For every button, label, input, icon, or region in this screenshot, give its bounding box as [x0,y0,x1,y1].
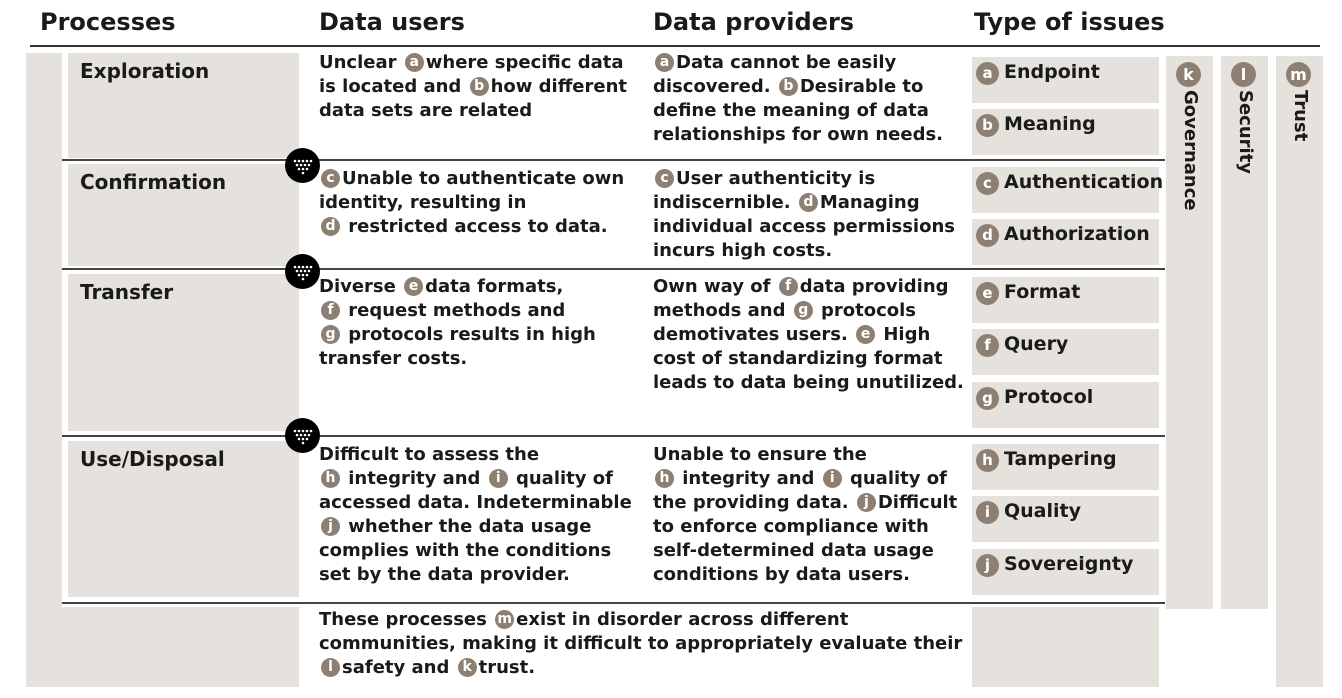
issue-format [972,277,1159,323]
issue-letter-icon: i [976,501,999,524]
text-line: d restricted access to data. [319,215,624,239]
text-line: Difficult to assess the [319,444,540,465]
process-exploration [68,53,299,158]
text-line: complies with the conditions [319,540,612,561]
text-line: Diverse e data formats, [319,276,564,297]
text-line: relationships for own needs. [653,124,944,145]
letter-marker-icon: j [321,517,340,536]
text-line: These processes m exist in disorder across different [319,609,849,630]
text-line: h integrity and i quality of [319,467,632,491]
letter-marker-icon: a [655,53,674,72]
header-data-users: Data users [319,8,465,36]
row-separator [62,159,1165,161]
text-line: set by the data provider. [319,564,570,585]
footer-text [319,608,969,680]
process-label: Exploration [80,59,210,83]
text-line: indiscernible. d Managing [653,192,920,213]
issue-protocol [972,382,1159,428]
footer-right-block [972,607,1159,687]
issue-meaning [972,109,1159,155]
issue-letter-icon: b [976,114,999,137]
issue-authentication [972,167,1164,213]
text-line: c Unable to authenticate own [319,167,624,191]
users-text-confirmation [319,167,624,239]
issue-label: Sovereignty [1004,553,1134,575]
letter-marker-icon: f [321,301,340,320]
header-processes: Processes [40,8,176,36]
text-line: communities, making it difficult to appropriately evaluate their [319,633,963,654]
text-line: individual access permissions [653,216,956,237]
letter-marker-icon: e [856,325,875,344]
row-separator [62,602,1165,604]
letter-marker-icon: a [405,53,424,72]
letter-marker-icon: g [321,325,340,344]
process-label: Use/Disposal [80,447,225,471]
text-line: methods and g protocols [653,300,917,321]
category-governance [1166,56,1213,609]
letter-marker-icon: b [779,77,798,96]
process-transfer [68,274,299,431]
category-letter-icon: l [1231,62,1256,87]
text-line: conditions by data users. [653,564,910,585]
issue-authorization [972,219,1159,265]
row-separator [62,268,1165,270]
footer-left-block [62,607,299,687]
category-label: Governance [1180,90,1201,211]
issue-label: Endpoint [1004,61,1100,83]
letter-marker-icon: i [823,469,842,488]
letter-marker-icon: c [655,169,674,188]
issue-label: Protocol [1004,386,1094,408]
issue-letter-icon: g [976,387,999,410]
letter-marker-icon: f [779,277,798,296]
issue-label: Query [1004,333,1069,355]
letter-marker-icon: j [857,493,876,512]
issue-letter-icon: d [976,224,999,247]
text-line: discovered. b Desirable to [653,76,924,97]
process-confirmation [68,164,299,266]
issue-label: Tampering [1004,448,1117,470]
text-line: cost of standardizing format [653,348,943,369]
text-line: Unclear a where specific data [319,52,624,73]
letter-marker-icon: e [404,277,423,296]
issue-sovereignty [972,549,1159,595]
category-letter-icon: k [1176,62,1201,87]
text-line: f request methods and [319,299,596,323]
text-line: g protocols results in high [319,323,596,347]
issue-label: Authentication [1004,171,1164,193]
providers-text-transfer [653,275,964,395]
letter-marker-icon: h [321,469,340,488]
category-label: Security [1235,90,1256,175]
issue-endpoint [972,57,1159,103]
text-line: incurs high costs. [653,240,833,261]
text-line: Own way of f data providing [653,276,949,297]
letter-marker-icon: c [321,169,340,188]
text-line: l safety and k trust. [319,656,969,680]
letter-marker-icon: b [470,77,489,96]
category-security [1221,56,1268,609]
issue-letter-icon: c [976,172,999,195]
header-divider [30,45,1320,47]
process-use-disposal [68,441,299,597]
header-type-of-issues: Type of issues [974,8,1165,36]
text-line: self-determined data usage [653,540,934,561]
issue-tampering [972,444,1159,490]
issue-quality [972,496,1159,542]
letter-marker-icon: d [321,217,340,236]
letter-marker-icon: g [794,301,813,320]
providers-text-confirmation [653,167,955,263]
issue-label: Quality [1004,500,1081,522]
category-letter-icon: m [1286,62,1311,87]
issue-query [972,329,1159,375]
providers-text-exploration [653,51,943,147]
users-text-transfer [319,275,596,371]
text-line: the providing data. j Difficult [653,492,958,513]
letter-marker-icon: l [321,658,340,677]
text-line: to enforce compliance with [653,516,929,537]
left-strip [26,53,62,687]
text-line: c User authenticity is [653,167,955,191]
flow-arrow-icon [285,418,320,453]
text-line: j whether the data usage [319,515,632,539]
issue-label: Format [1004,281,1081,303]
letter-marker-icon: h [655,469,674,488]
process-label: Confirmation [80,170,227,194]
text-line: a Data cannot be easily [653,51,943,75]
letter-marker-icon: m [495,610,514,629]
letter-marker-icon: i [489,469,508,488]
row-separator [62,435,1165,437]
text-line: Unable to ensure the [653,444,867,465]
issue-letter-icon: f [976,334,999,357]
letter-marker-icon: k [458,658,477,677]
text-line: transfer costs. [319,348,468,369]
text-line: define the meaning of data [653,100,929,121]
issue-label: Authorization [1004,223,1150,245]
issue-letter-icon: j [976,554,999,577]
text-line: accessed data. Indeterminable [319,492,632,513]
users-text-exploration [319,51,627,123]
text-line: leads to data being unutilized. [653,372,964,393]
text-line: identity, resulting in [319,192,527,213]
flow-arrow-icon [285,148,320,183]
flow-arrow-icon [285,254,320,289]
users-text-use-disposal [319,443,632,587]
text-line: h integrity and i quality of [653,467,957,491]
issue-letter-icon: a [976,62,999,85]
text-line: demotivates users. e High [653,324,931,345]
category-trust [1276,56,1323,687]
issue-letter-icon: h [976,449,999,472]
process-label: Transfer [80,280,174,304]
providers-text-use-disposal [653,443,957,587]
header-data-providers: Data providers [653,8,855,36]
issue-letter-icon: e [976,282,999,305]
text-line: is located and b how different [319,76,628,97]
category-label: Trust [1290,90,1311,142]
text-line: data sets are related [319,100,533,121]
letter-marker-icon: d [799,193,818,212]
issue-label: Meaning [1004,113,1096,135]
